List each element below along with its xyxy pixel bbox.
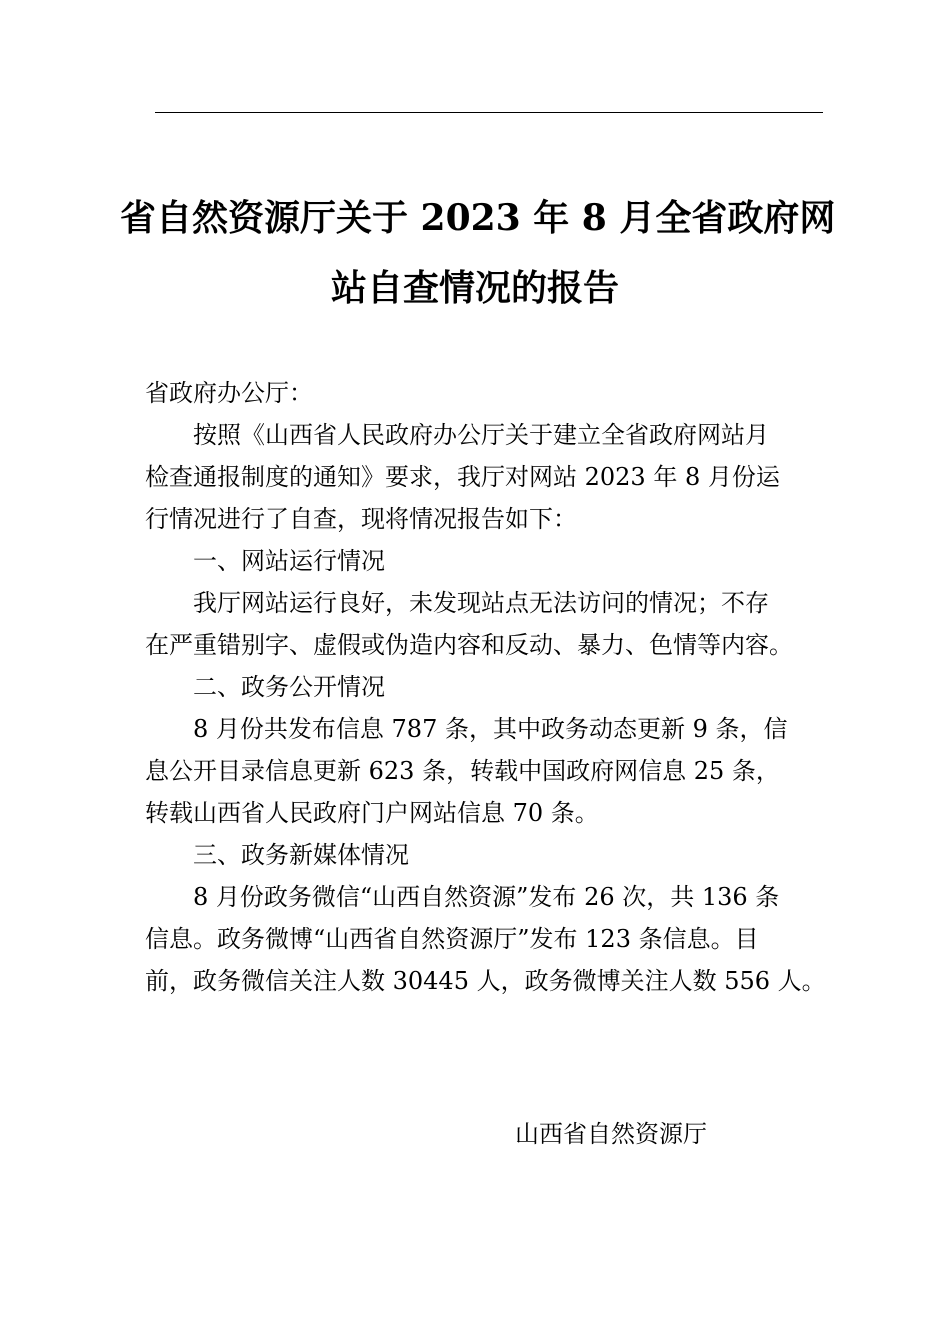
signature: 山西省自然资源厅: [515, 1120, 707, 1148]
body-line: 转载山西省人民政府门户网站信息 70 条。: [145, 799, 599, 827]
document-body: [145, 372, 826, 1002]
header-rule: [155, 112, 823, 113]
body-line: 8 月份共发布信息 787 条，其中政务动态更新 9 条，信: [193, 715, 788, 743]
section-heading: 二、政务公开情况: [193, 673, 385, 701]
body-line: 我厅网站运行良好，未发现站点无法访问的情况；不存: [193, 589, 769, 617]
section-heading: 一、网站运行情况: [193, 547, 385, 575]
body-line: 行情况进行了自查，现将情况报告如下：: [145, 505, 577, 533]
body-line: 息公开目录信息更新 623 条，转载中国政府网信息 25 条，: [145, 757, 780, 785]
body-line: 8 月份政务微信“山西自然资源”发布 26 次，共 136 条: [193, 883, 780, 911]
section-heading: 三、政务新媒体情况: [193, 841, 409, 869]
body-line: 信息。政务微博“山西省自然资源厅”发布 123 条信息。目: [145, 925, 759, 953]
body-line: 按照《山西省人民政府办公厅关于建立全省政府网站月: [193, 421, 769, 449]
document-title-line-1: 省自然资源厅关于 2023 年 8 月全省政府网: [120, 197, 836, 239]
document-title-line-2: 站自查情况的报告: [330, 267, 619, 309]
body-line: 前，政务微信关注人数 30445 人，政务微博关注人数 556 人。: [145, 967, 826, 995]
body-line: 检查通报制度的通知》要求，我厅对网站 2023 年 8 月份运: [145, 463, 780, 491]
body-line: 在严重错别字、虚假或伪造内容和反动、暴力、色情等内容。: [145, 631, 793, 659]
salutation: 省政府办公厅：: [145, 379, 313, 407]
